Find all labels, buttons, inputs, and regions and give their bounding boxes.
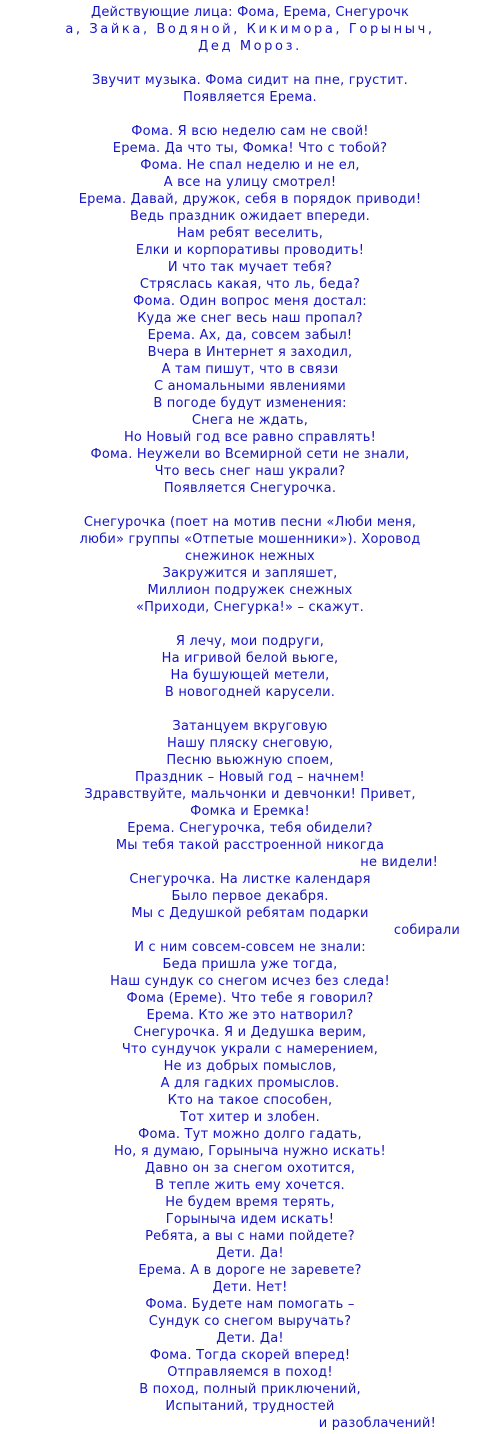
text-line: и разоблачений! (318, 1416, 436, 1431)
dialogue-block-2 (0, 718, 500, 854)
text-line: Праздник – Новый год – начнем! (135, 770, 365, 785)
text-line: В поход, полный приключений, (139, 1382, 361, 1397)
text-line: Фомка и Еремка! (190, 804, 310, 819)
text-line: Нашу пляску снеговую, (167, 736, 333, 751)
song-intro-block (0, 514, 500, 616)
text-line: Что сундучок украли с намерением, (121, 1042, 379, 1057)
text-line: Тот хитер и злобен. (180, 1110, 320, 1125)
text-line: А там пишут, что в связи (161, 362, 339, 377)
text-line: Появляется Ерема. (183, 90, 317, 105)
text-line: Затанцуем вкруговую (172, 719, 328, 734)
text-line: Здравствуйте, мальчонки и девчонки! Привет, (84, 787, 416, 802)
text-line: Я лечу, мои подруги, (175, 634, 325, 649)
text-line: Но Новый год все равно справлять! (123, 430, 377, 445)
text-line: Испытаний, трудностей (165, 1399, 335, 1414)
text-line: Беда пришла уже тогда, (162, 957, 338, 972)
text-line: И что так мучает тебя? (167, 260, 333, 275)
text-line: Ерема. А в дороге не заревете? (138, 1263, 362, 1278)
text-line: Не будем время терять, (165, 1195, 335, 1210)
text-line: Кто на такое способен, (167, 1093, 333, 1108)
text-line: снежинок нежных (185, 549, 315, 564)
text-line: Ерема. Давай, дружок, себя в порядок приводи! (78, 192, 422, 207)
text-line: Снегурочка. На листке календаря (129, 872, 371, 887)
text-line: Елки и корпоративы проводить! (135, 243, 365, 258)
text-line: Горыныча идем искать! (165, 1212, 335, 1227)
text-line: На игривой белой вьюге, (161, 651, 339, 666)
text-line: В тепле жить ему хочется. (155, 1178, 345, 1193)
text-line: Отправляемся в поход! (167, 1365, 333, 1380)
text-line: Фома (Ереме). Что тебе я говорил? (126, 991, 374, 1006)
text-line: не видели! (360, 855, 438, 870)
text-line: «Приходи, Снегурка!» – скажут. (136, 600, 364, 615)
text-line: Стряслась какая, что ль, беда? (139, 277, 361, 292)
text-line: На бушующей метели, (170, 668, 330, 683)
text-line: Песню вьюжную споем, (166, 753, 334, 768)
text-line: Но, я думаю, Горыныча нужно искать! (114, 1144, 386, 1159)
text-line: В погоде будут изменения: (153, 396, 347, 411)
text-line: Миллион подружек снежных (147, 583, 353, 598)
text-line: Закружится и запляшет, (162, 566, 338, 581)
text-line: Давно он за снегом охотится, (144, 1161, 356, 1176)
text-line: Фома. Тут можно долго гадать, (138, 1127, 362, 1142)
text-line: Сундук со снегом выручать? (148, 1314, 352, 1329)
text-line: Фома. Тогда скорей вперед! (149, 1348, 351, 1363)
dialogue-block-3-wrap (0, 922, 500, 939)
text-line: Ерема. Снегурочка, тебя обидели? (127, 821, 373, 836)
text-line: В новогодней карусели. (164, 685, 336, 700)
song-verse-block (0, 633, 500, 701)
text-line: Наш сундук со снегом исчез без следа! (110, 974, 390, 989)
text-line: Что весь снег наш украли? (154, 464, 346, 479)
cast-list (0, 4, 500, 55)
dialogue-block-1 (0, 123, 500, 497)
cast-line-3: Дед Мороз. (198, 39, 302, 54)
text-line: люби» группы «Отпетые мошенники»). Хоровод (79, 532, 421, 547)
text-line: Дети. Да! (216, 1246, 284, 1261)
dialogue-block-2-wrap (0, 854, 500, 871)
dialogue-block-4-wrap (0, 1415, 500, 1432)
text-line: Ерема. Кто же это натворил? (146, 1008, 354, 1023)
text-line: Снегурочка. Я и Дедушка верим, (133, 1025, 367, 1040)
text-line: Мы с Дедушкой ребятам подарки (131, 906, 369, 921)
text-line: Звучит музыка. Фома сидит на пне, грустит. (92, 73, 408, 88)
text-line: собирали (393, 923, 460, 938)
text-line: Нам ребят веселить, (176, 226, 324, 241)
text-line: Ведь праздник ожидает впереди. (130, 209, 370, 224)
text-line: Ерема. Да что ты, Фомка! Что с тобой? (112, 141, 388, 156)
text-line: Ерема. Ах, да, совсем забыл! (147, 328, 353, 343)
text-line: И с ним совсем-совсем не знали: (134, 940, 366, 955)
text-line: С аномальными явлениями (154, 379, 346, 394)
text-line: Фома. Один вопрос меня достал: (133, 294, 367, 309)
text-line: Появляется Снегурочка. (163, 481, 337, 496)
stage-direction-intro (0, 72, 500, 106)
text-line: Фома. Будете нам помогать – (145, 1297, 355, 1312)
text-line: А для гадких промыслов. (160, 1076, 340, 1091)
text-line: Фома. Не спал неделю и не ел, (140, 158, 360, 173)
dialogue-block-4 (0, 939, 500, 1415)
text-line: Не из добрых помыслов, (163, 1059, 337, 1074)
cast-line-1: Действующие лица: Фома, Ерема, Снегурочк (90, 5, 410, 20)
spacer (0, 106, 500, 123)
text-line: Куда же снег весь наш пропал? (137, 311, 363, 326)
spacer (0, 55, 500, 72)
spacer (0, 616, 500, 633)
text-line: Дети. Нет! (212, 1280, 288, 1295)
text-line: Снегурочка (поет на мотив песни «Люби меня, (83, 515, 417, 530)
text-line: А все на улицу смотрел! (163, 175, 337, 190)
text-line: Фома. Неужели во Всемирной сети не знали, (90, 447, 410, 462)
text-line: Мы тебя такой расстроенной никогда (115, 838, 385, 853)
spacer (0, 497, 500, 514)
text-line: Фома. Я всю неделю сам не свой! (131, 124, 369, 139)
text-line: Было первое декабря. (171, 889, 329, 904)
cast-line-2: а, Зайка, Водяной, Кикимора, Горыныч, (65, 22, 435, 37)
dialogue-block-3 (0, 871, 500, 922)
text-line: Ребята, а вы с нами пойдете? (145, 1229, 355, 1244)
text-line: Дети. Да! (216, 1331, 284, 1346)
spacer (0, 701, 500, 718)
text-line: Снега не ждать, (191, 413, 309, 428)
text-line: Вчера в Интернет я заходил, (147, 345, 353, 360)
